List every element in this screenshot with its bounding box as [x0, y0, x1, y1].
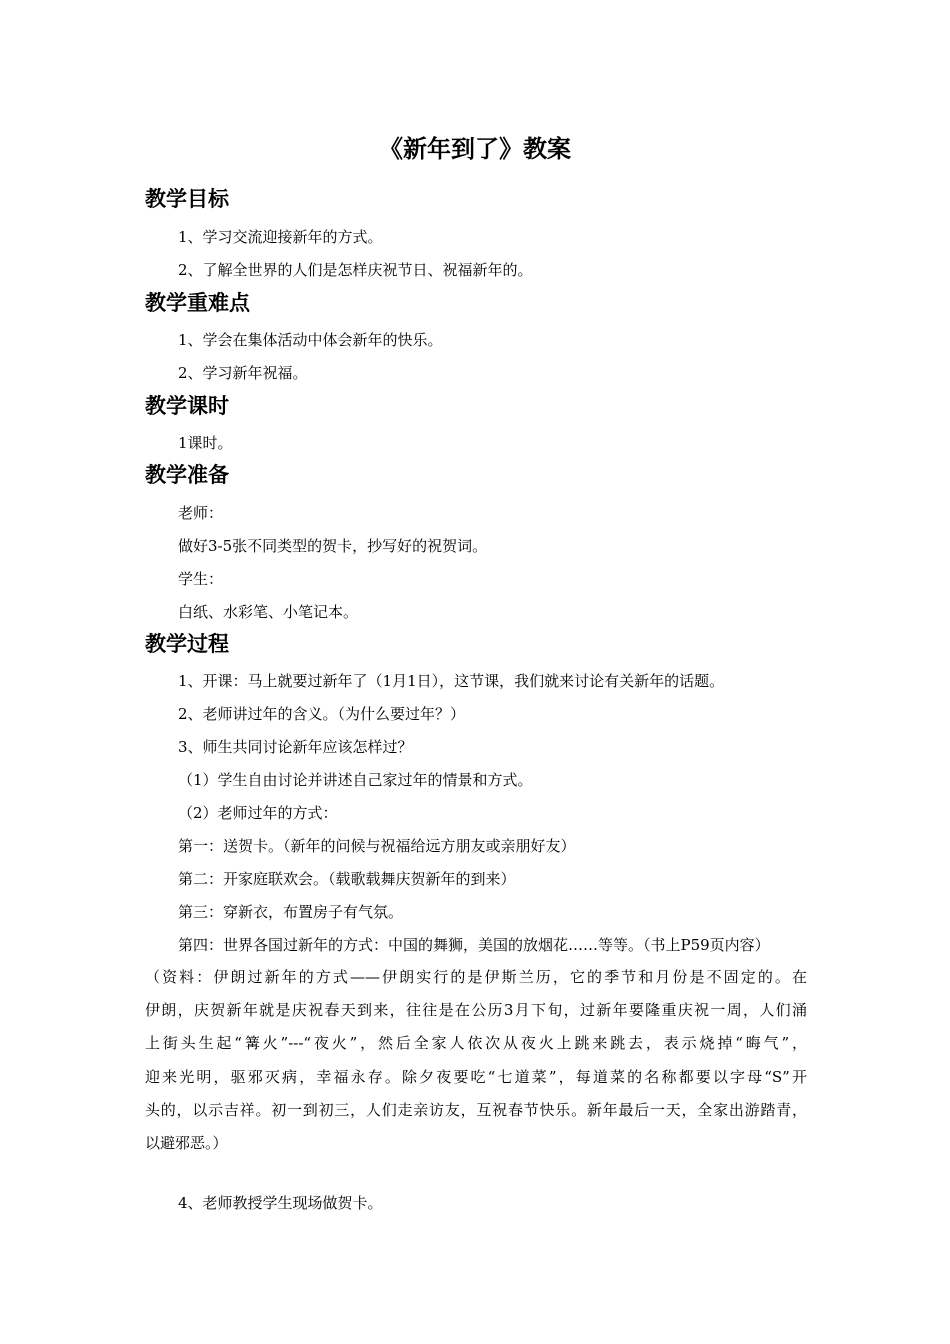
- document-title: 《新年到了》教案: [379, 135, 571, 163]
- process-final-line: 4、老师教授学生现场做贺卡。: [178, 1194, 383, 1212]
- class-hours-line: 1课时。: [178, 434, 233, 452]
- prep-teacher-label: 老师：: [178, 504, 224, 522]
- process-line-7: 第二：开家庭联欢会。（载歌载舞庆贺新年的到来）: [178, 870, 516, 888]
- resource-line-4: 迎来光明，驱邪灭病，幸福永存。除夕夜要吃“七道菜”，每道菜的名称都要以字母“S”开: [145, 1067, 807, 1086]
- resource-line-1: （资料：伊朗过新年的方式——伊朗实行的是伊斯兰历，它的季节和月份是不固定的。在: [145, 968, 807, 986]
- heading-preparation: 教学准备: [145, 463, 229, 487]
- process-line-6: 第一：送贺卡。（新年的问候与祝福给远方朋友或亲朋好友）: [178, 837, 576, 855]
- goal-line-2: 2、了解全世界的人们是怎样庆祝节日、祝福新年的。: [178, 261, 533, 279]
- resource-line-3: 上街头生起“篝火”---“夜火”，然后全家人依次从夜火上跳来跳去，表示烧掉“晦气”，: [145, 1034, 807, 1053]
- heading-process: 教学过程: [145, 632, 229, 656]
- process-line-8: 第三：穿新衣，布置房子有气氛。: [178, 903, 404, 921]
- prep-student-label: 学生：: [178, 570, 224, 588]
- process-line-3: 3、师生共同讨论新年应该怎样过？: [178, 738, 413, 756]
- process-line-9: 第四：世界各国过新年的方式：中国的舞狮，美国的放烟花……等等。（书上P59页内容）: [178, 936, 770, 954]
- key-point-line-2: 2、学习新年祝福。: [178, 364, 308, 382]
- resource-line-5: 头的，以示吉祥。初一到初三，人们走亲访友，互祝春节快乐。新年最后一天，全家出游踏青，: [145, 1100, 807, 1119]
- process-line-2: 2、老师讲过年的含义。（为什么要过年？）: [178, 705, 466, 723]
- key-point-line-1: 1、学会在集体活动中体会新年的快乐。: [178, 331, 443, 349]
- prep-teacher-items: 做好3-5张不同类型的贺卡，抄写好的祝贺词。: [178, 537, 488, 555]
- process-line-1: 1、开课：马上就要过新年了（1月1日），这节课，我们就来讨论有关新年的话题。: [178, 672, 725, 690]
- prep-student-items: 白纸、水彩笔、小笔记本。: [178, 603, 359, 621]
- goal-line-1: 1、学习交流迎接新年的方式。: [178, 228, 383, 246]
- resource-line-2: 伊朗，庆贺新年就是庆祝春天到来，往往是在公历3月下旬，过新年要隆重庆祝一周，人们涌: [145, 1001, 807, 1020]
- resource-paragraph: [145, 961, 807, 1160]
- heading-teaching-goals: 教学目标: [145, 187, 229, 211]
- resource-line-6: 以避邪恶。）: [145, 1134, 228, 1153]
- process-line-5: （2）老师过年的方式：: [178, 804, 338, 822]
- heading-class-hours: 教学课时: [145, 394, 229, 418]
- process-line-4: （1）学生自由讨论并讲述自己家过年的情景和方式。: [178, 771, 533, 789]
- heading-key-points: 教学重难点: [145, 291, 250, 315]
